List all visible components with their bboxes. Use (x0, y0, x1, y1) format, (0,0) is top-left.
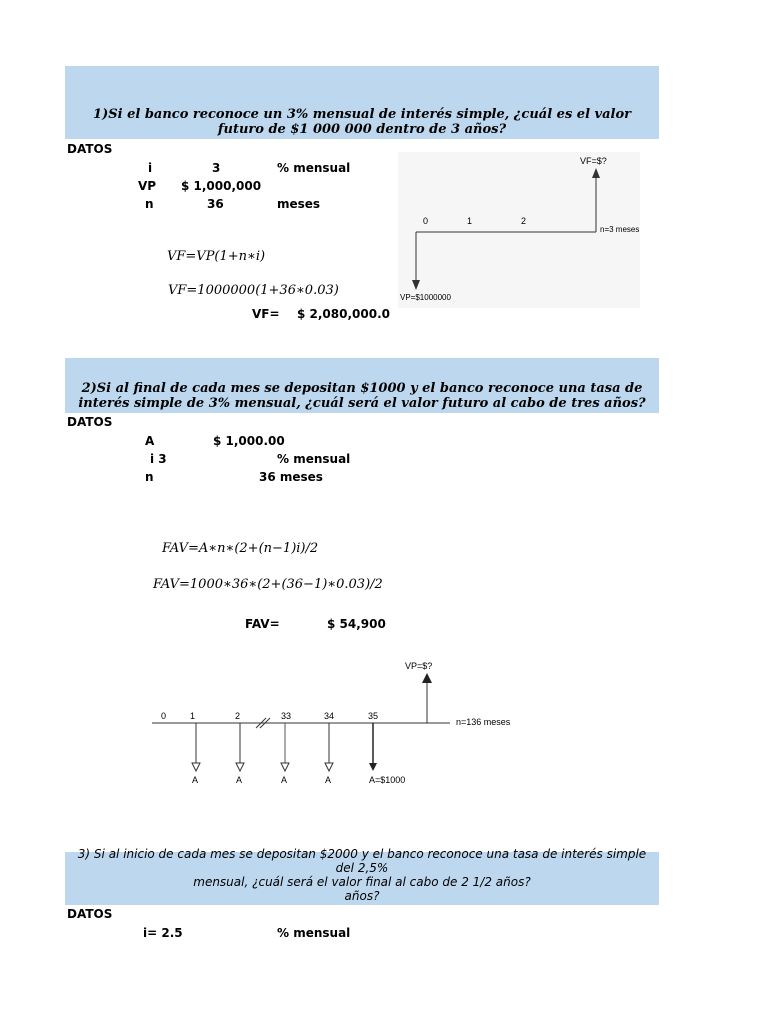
p2-result-label: FAV= (245, 617, 280, 631)
p1-vp-label: VP=$1000000 (400, 293, 451, 302)
p1-result-label: VF= (252, 307, 280, 321)
p2-tick-1: 1 (190, 711, 196, 721)
p2-tick-0: 0 (161, 711, 167, 721)
p2-formula-substituted: FAV=1000∗36∗(2+(36−1)∗0.03)/2 (153, 577, 383, 592)
p1-n-value: 36 (207, 197, 224, 211)
problem1-title: 1)Si el banco reconoce un 3% mensual de interés simple, ¿cuál es el valor futuro de $1 000 000 dentro de 3 años? (93, 107, 631, 137)
p1-i-label: i (148, 161, 153, 175)
p1-n-label: n (145, 197, 154, 211)
p1-result-value: $ 2,080,000.0 (297, 307, 390, 321)
p1-tick-2: 2 (521, 216, 527, 226)
problem3-title-line3: años? (344, 889, 380, 903)
p2-vp-arrowhead (422, 673, 432, 683)
p1-vp-value: $ 1,000,000 (181, 179, 262, 193)
p1-formula-general: VF=VP(1+n∗i) (167, 249, 266, 264)
p3-i-label: i= 2.5 (143, 926, 183, 940)
p2-arrow-label: A (192, 775, 199, 785)
p1-tick-1: 1 (467, 216, 473, 226)
problem3-title-line1: 3) Si al inicio de cada mes se depositan $2000 y el banco reconoce una tasa de interés simple del 2,5% (77, 847, 647, 875)
problem1-title-banner (65, 66, 659, 139)
problem3-title-banner (65, 847, 659, 905)
p2-deposit-arrowhead (325, 763, 333, 771)
p1-i-unit: % mensual (277, 161, 351, 175)
p2-end-label: n=136 meses (456, 717, 511, 727)
p2-arrow-label: A (236, 775, 243, 785)
problem2-datos-label: DATOS (67, 415, 113, 429)
p1-formula-substituted: VF=1000000(1+36∗0.03) (168, 283, 339, 298)
problem2-title: 2)Si al final de cada mes se depositan $1000 y el banco reconoce una tasa de interés simple de 3% mensual, ¿cuál será el valor futuro al cabo de tres años? (78, 381, 646, 411)
p2-arrow-label: A (281, 775, 288, 785)
p2-tick-33: 33 (281, 711, 292, 721)
p2-deposit-arrowhead (236, 763, 244, 771)
p2-n-label: n (145, 470, 154, 484)
p2-result-value: $ 54,900 (327, 617, 386, 631)
p2-tick-35: 35 (368, 711, 379, 721)
p3-i-unit: % mensual (277, 926, 351, 940)
p1-tick-0: 0 (423, 216, 429, 226)
p2-arrow-label: A=$1000 (369, 775, 406, 785)
p1-end-label: n=3 meses (600, 225, 640, 234)
p1-vf-label: VF=$? (580, 156, 607, 166)
problem2-title-banner (65, 358, 659, 413)
p2-deposit-arrowhead (281, 763, 289, 771)
p2-n-value: 36 meses (259, 470, 323, 484)
p2-deposit-arrowhead (369, 763, 377, 771)
problem3-datos-label: DATOS (67, 907, 113, 921)
p2-deposit-arrowhead (192, 763, 200, 771)
p1-i-value: 3 (212, 161, 221, 175)
p1-vp-label: VP (138, 179, 157, 193)
p1-cashflow-diagram (398, 152, 640, 308)
p1-n-unit: meses (277, 197, 321, 211)
p2-tick-34: 34 (324, 711, 335, 721)
problem1-datos-label: DATOS (67, 142, 113, 156)
p2-arrow-label: A (325, 775, 332, 785)
p2-a-label: A (145, 434, 155, 448)
p2-vp-label: VP=$? (405, 661, 433, 671)
p2-i-label: i 3 (150, 452, 167, 466)
problem3-title-line2: mensual, ¿cuál será el valor final al cabo de 2 1/2 años? (193, 875, 531, 889)
p2-i-unit: % mensual (277, 452, 351, 466)
p2-a-value: $ 1,000.00 (213, 434, 285, 448)
p2-formula-general: FAV=A∗n∗(2+(n−1)i)/2 (162, 541, 319, 556)
p2-tick-2: 2 (235, 711, 241, 721)
p2-cashflow-diagram (150, 655, 530, 790)
